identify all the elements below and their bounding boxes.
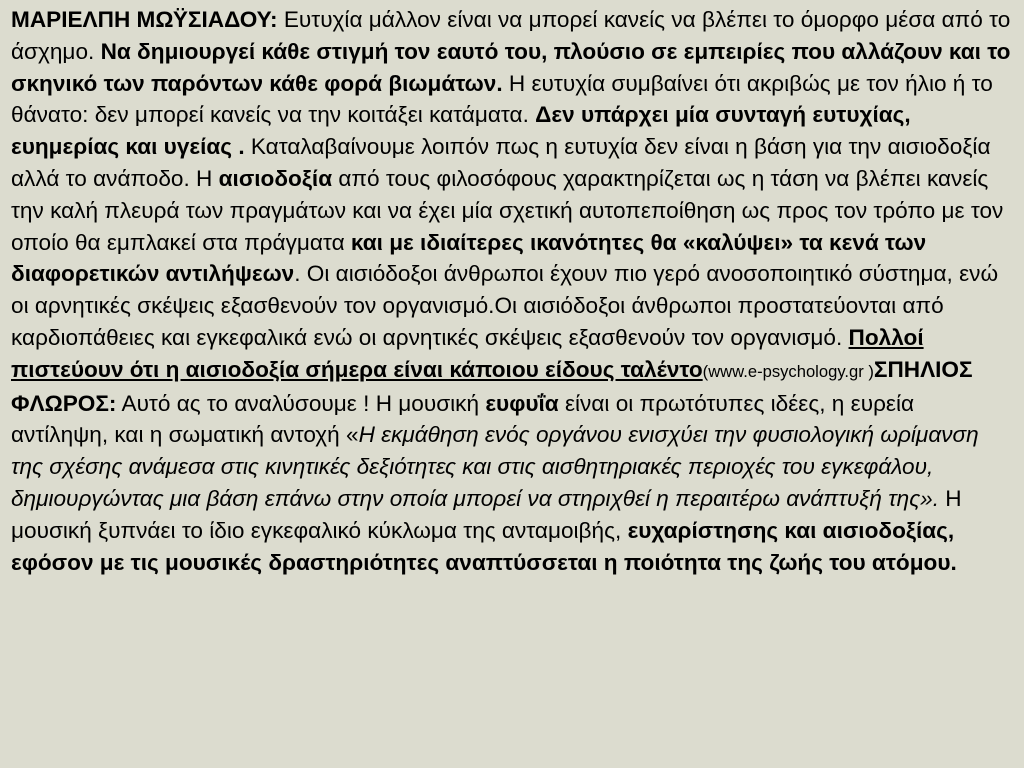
author-name-spilios: ΣΠΗΛΙΟΣ ΦΛΩΡΟΣ: [11, 356, 973, 416]
sentence-lets-analyze: Αυτό ας το αναλύσουμε ! Η μουσική [116, 390, 486, 416]
sentence-immune-system: . Οι αισιόδοξοι άνθρωποι έχουν πιο γερό ανοσοποιητικό σύστημα, ενώ οι αρνητικές σκέψεις εξασθενούν τον οργανισμό.Οι αισιόδοξοι άνθρωποι προστατεύονται από καρδιοπάθειες και εγκεφαλικά ενώ οι αρνητικές σκέψεις εξασθενούν τον οργανισμό. [11, 261, 999, 350]
source-citation: (www.e-psychology.gr ) [702, 361, 874, 381]
sentence-special-abilities: και με ιδιαίτερες ικανότητες θα «καλύψει» τα κενά των διαφορετικών αντιλήψεων [11, 229, 927, 287]
sentence-pleasure-optimism: ευχαρίστησης και αισιοδοξίας, εφόσον με τις μουσικές δραστηριότητες αναπτύσσεται η ποιότητα της ζωής του ατόμου. [11, 517, 957, 575]
term-intelligence: ευφυΐα [485, 390, 559, 416]
sentence-optimism-talent: Πολλοί πιστεύουν ότι η αισιοδοξία σήμερα είναι κάποιου είδους ταλέντο [11, 324, 924, 382]
sentence-no-recipe: Δεν υπάρχει μία συνταγή ευτυχίας, ευημερίας και υγείας . [11, 102, 911, 160]
term-optimism: αισιοδοξία [218, 165, 333, 191]
quote-instrument-learning: Η εκμάθηση ενός οργάνου ενισχύει την φυσιολογική ωρίμανση της σχέσης ανάμεσα στις κινητικές δεξιότητες και στις αισθητηριακές περιοχές του εγκεφάλου, δημιουργώντας μια βάση επάνω στην οποία μπορεί να στηριχθεί η περαιτέρω ανάπτυξή της». [11, 422, 979, 511]
sentence-original-ideas: είναι οι πρωτότυπες ιδέες, η ευρεία αντίληψη, και η σωματική αντοχή « [11, 390, 915, 448]
author-colon: : [270, 7, 278, 32]
sentence-create-self: Να δημιουργεί κάθε στιγμή τον εαυτό του, πλούσιο σε εμπειρίες που αλλάζουν και το σκηνικό των παρόντων κάθε φορά βιωμάτων. [11, 38, 1011, 96]
sentence-optimism-basis: Καταλαβαίνουμε λοιπόν πως η ευτυχία δεν είναι η βάση για την αισιοδοξία αλλά το ανάποδο. Η [11, 134, 991, 191]
author-name-mariélpi: ΜΑΡΙΕΛΠΗ ΜΩΫΣΙΑΔΟΥ [11, 7, 271, 32]
sentence-happiness-beauty: Ευτυχία μάλλον είναι να μπορεί κανείς να βλέπει το όμορφο μέσα από το άσχημο. [11, 7, 1011, 64]
sentence-reward-circuit: Η μουσική ξυπνάει το ίδιο εγκεφαλικό κύκλωμα της ανταμοιβής, [11, 485, 962, 543]
sentence-philosophers-definition: από τους φιλοσόφους χαρακτηρίζεται ως η τάση να βλέπει κανείς την καλή πλευρά των πραγμάτων και να έχει μία σχετική αυτοπεποίθηση ως προς τον τρόπο με τον οποίο θα εμπλακεί στα πράγματα [11, 165, 1004, 255]
sentence-sun-death: Η ευτυχία συμβαίνει ότι ακριβώς με τον ήλιο ή το θάνατο: δεν μπορεί κανείς να την κοιτάξει κατάματα. [11, 70, 993, 128]
body-text [11, 4, 1014, 578]
